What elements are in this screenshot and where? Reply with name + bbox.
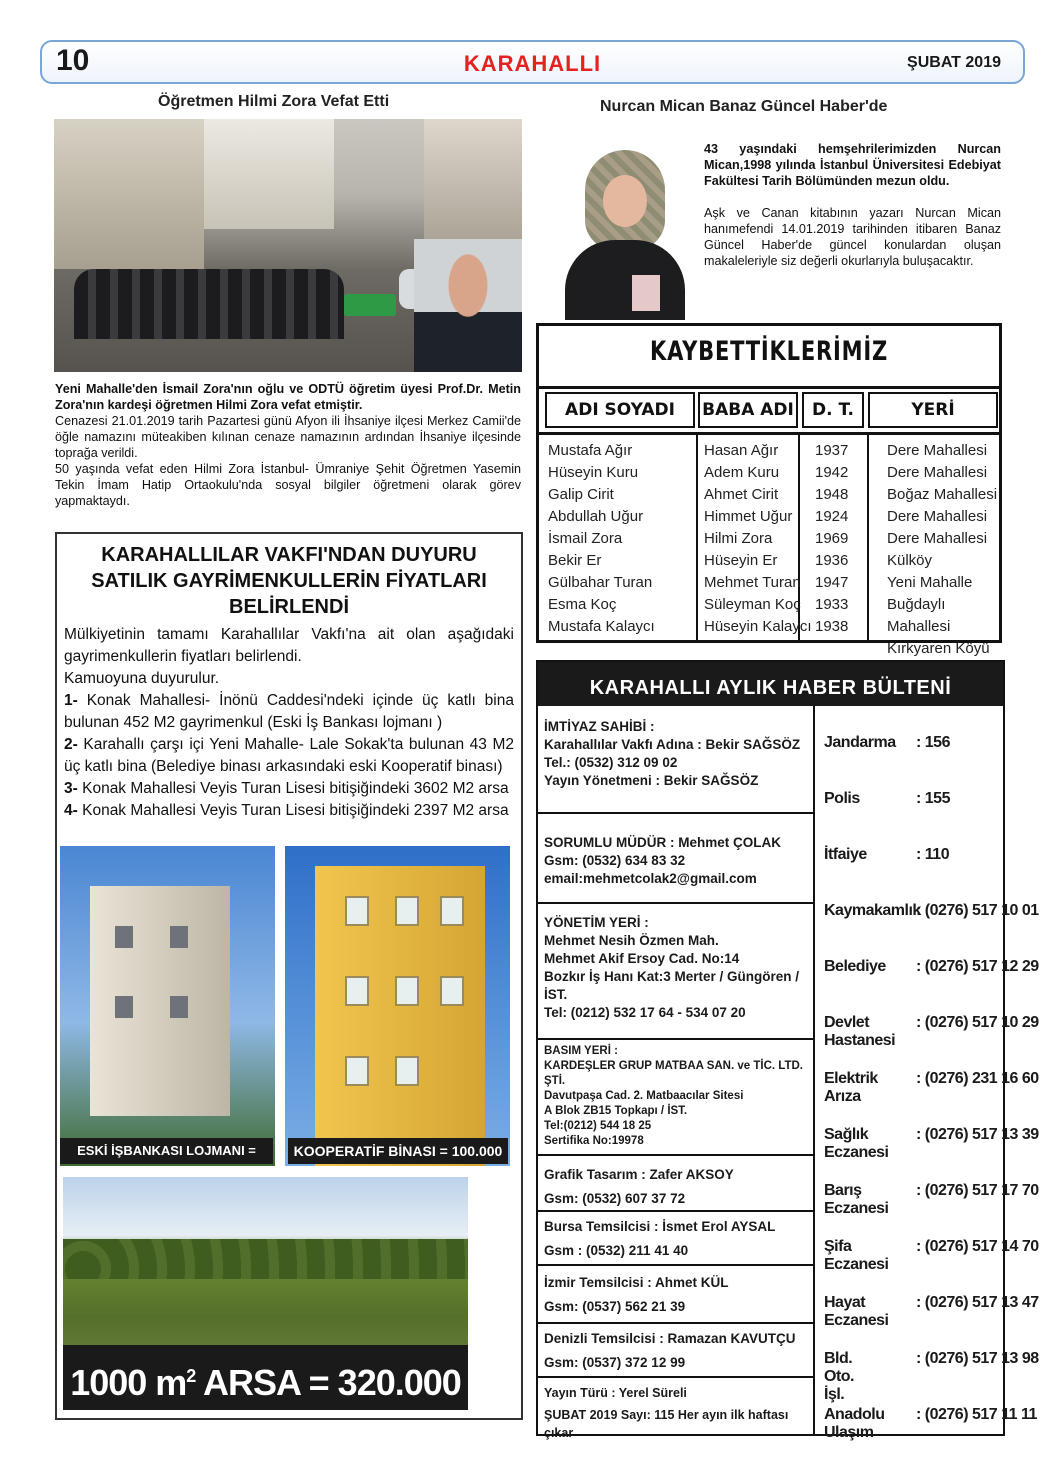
list-item: Hüseyin Er	[704, 552, 778, 569]
obituary-col-father: BABA ADI	[698, 392, 798, 428]
list-item: 1938	[815, 618, 849, 635]
list-item: 1937	[815, 442, 849, 459]
list-item: Hüseyin Kalaycı	[704, 618, 812, 635]
list-item: Külköy	[887, 552, 933, 569]
list-item: Mehmet Turan	[704, 574, 801, 591]
list-item: 1936	[815, 552, 849, 569]
list-item: Dere Mahallesi	[887, 464, 988, 481]
obituary-col-place: YERİ	[868, 392, 998, 428]
obituary-places	[887, 440, 999, 660]
portrait-photo	[414, 239, 522, 372]
masthead-section-printer: BASIM YERİ : KARDEŞLER GRUP MATBAA SAN. ve TİC. LTD. ŞTİ. Davutpaşa Cad. 2. Matbaacılar Sitesi A Blok ZB15 Topkapı / İST. Tel:(0212) 544 18 25 Sertifika No:19978	[544, 1045, 803, 1147]
vakif-item-2: 2- Karahallı çarşı içi Yeni Mahalle- Lale Sokak'ta bulunan 43 M2 üç katlı bina (Belediye binası arkasındaki eski Kooperatif binası)	[64, 736, 514, 775]
list-item: Adem Kuru	[704, 464, 780, 481]
issue-date: ŞUBAT 2019	[907, 54, 1001, 71]
masthead-section-denizli: Denizli Temsilcisi : Ramazan KAVUTÇU Gsm: (0537) 372 12 99	[544, 1331, 796, 1370]
masthead-title: KARAHALLI AYLIK HABER BÜLTENİ	[538, 662, 1003, 706]
list-item: Dere Mahallesi	[887, 508, 988, 525]
list-item: 1948	[815, 486, 849, 503]
obituary-fathers	[704, 440, 812, 638]
vakif-item-4: 4- Konak Mahallesi Veyis Turan Lisesi bitişiğindeki 2397 M2 arsa	[64, 802, 509, 819]
article-nurcan-para1: 43 yaşındaki hemşehrilerimizden Nurcan Mican,1998 yılında İstanbul Üniversitesi Edebiyat Fakültesi Tarih Bölümünden mezun oldu.	[704, 142, 1001, 188]
article-nurcan-body	[704, 141, 1001, 269]
funeral-photo	[54, 119, 522, 372]
caption-isbank: ESKİ İŞBANKASI LOJMANI =	[60, 1138, 273, 1164]
masthead-section-manager: SORUMLU MÜDÜR : Mehmet ÇOLAK Gsm: (0532) 634 83 32 email:mehmetcolak2@gmail.com	[544, 835, 781, 886]
nurcan-photo	[560, 140, 690, 320]
article-nurcan-para2: Aşk ve Canan kitabının yazarı Nurcan Mican hanımefendi 14.01.2019 tarihinden itibaren Banaz Güncel Haber'de güncel konulardan oluşan makaleleriyle siz değerli okurlarıyla buluşacaktır.	[704, 206, 1001, 268]
vakif-intro: Mülkiyetinin tamamı Karahallılar Vakfı'na ait olan aşağıdaki gayrimenkullerin fiyatları belirlendi.	[64, 626, 514, 665]
article-hilmi-lead: Yeni Mahalle'den İsmail Zora'nın oğlu ve ODTÜ öğretim üyesi Prof.Dr. Metin Zora'nın kardeşi öğretmen Hilmi Zora vefat etmiştir.	[55, 382, 521, 412]
obituary-title: KAYBETTİKLERİMİZ	[649, 336, 889, 367]
list-item: 1924	[815, 508, 849, 525]
list-item: Galip Cirit	[548, 486, 614, 503]
masthead-box: KARAHALLI AYLIK HABER BÜLTENİ İMTİYAZ SAHİBİ : Karahallılar Vakfı Adına : Bekir SAĞSÖZ Tel.: (0532) 312 09 02 Yayın Yönetmeni : Bekir SAĞSÖZ SORUMLU MÜDÜR : Mehmet ÇOLAK Gsm: (0532) 634 83 32 email:mehmetcolak2@gmail.com YÖNETİM YERİ : Mehmet Nesih Özmen Mah. Mehmet Akif Ersoy Cad. No:14 Bozkır İş Hanı Kat:3 Merter / Güngören / İST. Tel: (0212) 532 17 64 - 534 07 20 BASIM YERİ : KARDEŞLER GRUP MATBAA SAN. ve TİC. LTD. ŞTİ. Davutpaşa Cad. 2. Matbaacılar Sitesi A Blok ZB15 Topkapı / İST. Tel:(0212) 544 18 25 Sertifika No:19978 Grafik Tasarım : Zafer AKSOY Gsm: (0532) 607 37 72 Bursa Temsilcisi : İsmet Erol AYSAL Gsm : (0532) 211 41 40 İzmir Temsilcisi : Ahmet KÜL Gsm: (0537) 562 21 39 Denizli Temsilcisi : Ramazan KAVUTÇU Gsm: (0537) 372 12 99 Yayın Türü : Yerel Süreli ŞUBAT 2019 Sayı: 115 Her ayın ilk haftası çıkar Jandarma : 156 Polis : 155 İtfaiye : 110 Kaymakamlık : (0276) 517 10 01 Belediye : (0276) 517 12 29 Devlet Hastanesi : (0276) 517 10 29 Elektrik Arıza : (0276) 231 16 60 Sağlık Eczanesi : (0276) 517 13 39 Barış Eczanesi : (0276) 517 17 70 Şifa Eczanesi : (0276) 517 14 70 Hayat Eczanesi : (0276) 517 13 47 Bld. Oto. İşl. : (0276) 517 13 98 Anadolu Ulaşım : (0276) 517 11 11	[536, 660, 1005, 1436]
page-number: 10	[56, 44, 90, 77]
list-item: Yeni Mahalle	[887, 574, 973, 591]
masthead-section-izmir: İzmir Temsilcisi : Ahmet KÜL Gsm: (0537) 562 21 39	[544, 1275, 729, 1314]
list-item: Hasan Ağır	[704, 442, 779, 459]
vakif-title-1: KARAHALLILAR VAKFI'NDAN DUYURU	[101, 544, 477, 566]
obituary-names	[548, 440, 655, 638]
obituary-box	[536, 323, 1002, 657]
obituary-col-name: ADI SOYADI	[545, 392, 695, 428]
vakif-notice: Kamuoyuna duyurulur.	[64, 670, 220, 687]
vakif-item-3: 3- Konak Mahallesi Veyis Turan Lisesi bitişiğindeki 3602 M2 arsa	[64, 780, 509, 797]
list-item: Kırkyaren Köyü	[887, 640, 990, 657]
list-item: Ahmet Cirit	[704, 486, 779, 503]
list-item: Mustafa Ağır	[548, 442, 633, 459]
article-hilmi-headline: Öğretmen Hilmi Zora Vefat Etti	[158, 93, 390, 110]
list-item: 1942	[815, 464, 849, 481]
obituary-years	[815, 440, 848, 638]
caption-kooperatif: KOOPERATİF BİNASI = 100.000	[288, 1138, 508, 1164]
article-hilmi-para2: 50 yaşında vefat eden Hilmi Zora İstanbul- Ümraniye Şehit Öğretmen Yasemin Tekin İmam Hatip Ortaokulu'nda sosyal bilgiler öğretmeni olarak görev yapmaktaydı.	[55, 462, 521, 508]
list-item: Dere Mahallesi	[887, 530, 988, 547]
list-item: İsmail Zora	[548, 530, 623, 547]
article-nurcan-headline: Nurcan Mican Banaz Güncel Haber'de	[600, 98, 888, 115]
list-item: Bekir Er	[548, 552, 602, 569]
article-hilmi-para1: Cenazesi 21.01.2019 tarih Pazartesi günü Afyon ili İhsaniye ilçesi Merkez Camii'de öğle namazını müteakiben kılınan cenaze namazının ardından İhsaniye ilçesinde toprağa verildi.	[55, 414, 521, 460]
list-item: Dere Mahallesi	[887, 442, 988, 459]
list-item: 1933	[815, 596, 849, 613]
list-item: Abdullah Uğur	[548, 508, 644, 525]
masthead-section-owner: İMTİYAZ SAHİBİ : Karahallılar Vakfı Adına : Bekir SAĞSÖZ Tel.: (0532) 312 09 02 Yayın Yönetmeni : Bekir SAĞSÖZ	[544, 719, 801, 788]
vakif-item-1: 1- Konak Mahallesi- İnönü Caddesi'ndeki içinde üç katlı bina bulunan 452 M2 gayrimenkul (Eski İş Bankası lojmanı )	[64, 692, 514, 731]
list-item: Himmet Uğur	[704, 508, 793, 525]
list-item: Esma Koç	[548, 596, 617, 613]
kooperatif-building-photo	[285, 846, 510, 1166]
list-item: 1947	[815, 574, 849, 591]
article-hilmi-body	[55, 381, 521, 509]
list-item: Süleyman Koç	[704, 596, 801, 613]
list-item: Hüseyin Kuru	[548, 464, 639, 481]
list-item: Hilmi Zora	[704, 530, 773, 547]
caption-land: 1000 $m^2$ ARSA = 320.000 TL	[63, 1345, 468, 1410]
isbank-house-photo	[60, 846, 275, 1166]
masthead-section-bursa: Bursa Temsilcisi : İsmet Erol AYSAL Gsm : (0532) 211 41 40	[544, 1219, 776, 1258]
list-item: Boğaz Mahallesi	[887, 486, 998, 503]
list-item: 1969	[815, 530, 849, 547]
list-item: Buğdaylı Mahallesi	[887, 596, 951, 635]
obituary-col-year: D. T.	[802, 392, 864, 428]
vakif-title-2: SATILIK GAYRİMENKULLERİN FİYATLARI BELİRLENDİ	[91, 570, 487, 618]
masthead-section-design: Grafik Tasarım : Zafer AKSOY Gsm: (0532) 607 37 72	[544, 1167, 734, 1206]
masthead-section-management: YÖNETİM YERİ : Mehmet Nesih Özmen Mah. Mehmet Akif Ersoy Cad. No:14 Bozkır İş Hanı Kat:3 Merter / Güngören / İST. Tel: (0212) 532 17 64 - 534 07 20	[544, 915, 800, 1020]
vakif-announcement	[55, 532, 523, 822]
list-item: Gülbahar Turan	[548, 574, 653, 591]
newspaper-name: KARAHALLI	[463, 51, 602, 76]
masthead-section-publication: Yayın Türü : Yerel Süreli ŞUBAT 2019 Sayı: 115 Her ayın ilk haftası çıkar	[544, 1386, 789, 1440]
list-item: Mustafa Kalaycı	[548, 618, 655, 635]
page-header	[40, 40, 1025, 84]
